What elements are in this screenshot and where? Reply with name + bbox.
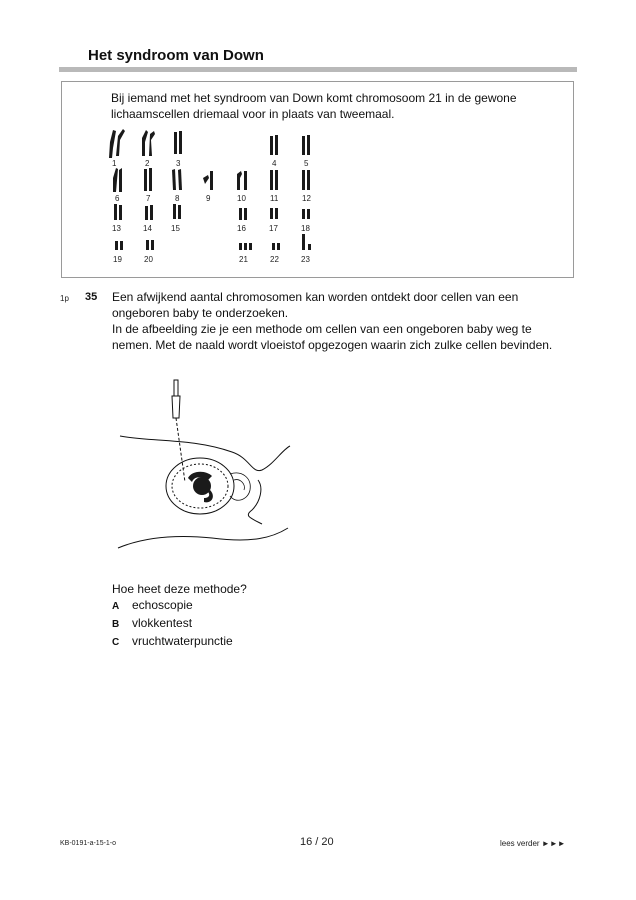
karyo-label-18: 18 [301, 224, 310, 233]
chromosome-pair-14 [145, 205, 153, 220]
option-a[interactable] [112, 597, 233, 615]
question-prompt: Hoe heet deze methode? [112, 582, 247, 596]
chromosome-pair-17 [270, 208, 278, 219]
option-b-text: vlokkentest [132, 616, 193, 630]
karyo-label-4: 4 [272, 159, 277, 168]
option-b[interactable] [112, 615, 233, 633]
title-underline [59, 67, 577, 72]
karyo-label-22: 22 [270, 255, 279, 264]
option-b-letter: B [112, 619, 120, 630]
chromosome-pair-7 [144, 168, 152, 191]
karyo-label-2: 2 [145, 159, 150, 168]
section-title: Het syndroom van Down [88, 47, 264, 64]
footer-exam-code: KB-0191-a-15-1-o [60, 840, 117, 847]
chromosome-pair-6 [113, 168, 122, 192]
karyo-label-11: 11 [270, 194, 279, 203]
karyo-label-19: 19 [113, 255, 122, 264]
karyo-label-5: 5 [304, 159, 309, 168]
abdomen-outline [120, 436, 290, 471]
karyo-label-12: 12 [302, 194, 311, 203]
chromosome-pair-22 [272, 243, 280, 250]
karyo-label-20: 20 [144, 255, 153, 264]
back-outline [118, 528, 288, 548]
chromosome-pair-8 [172, 169, 182, 190]
karyo-label-15: 15 [171, 224, 180, 233]
question-points: 1p [60, 294, 69, 303]
chromosome-pair-18 [302, 209, 310, 219]
chromosome-pair-10 [237, 171, 247, 190]
info-box [61, 81, 574, 278]
chromosome-pair-23 [302, 234, 311, 250]
karyo-label-21: 21 [239, 255, 248, 264]
chromosome-pair-12 [302, 170, 310, 190]
syringe-barrel [172, 396, 180, 418]
karyo-label-23: 23 [301, 255, 310, 264]
question-paragraph-1: Een afwijkend aantal chromosomen kan worden ontdekt door cellen van een ongeboren baby te onderzoeken. [112, 290, 519, 320]
syringe-plunger [174, 380, 178, 396]
question-text [112, 289, 557, 353]
karyo-label-6: 6 [115, 194, 120, 203]
karyo-label-7: 7 [146, 194, 151, 203]
option-c[interactable] [112, 633, 233, 651]
chromosome-pair-4 [270, 135, 278, 155]
chromosome-pair-1 [109, 129, 125, 158]
pelvis [230, 473, 250, 500]
chromosome-pair-2 [142, 130, 155, 156]
chromosome-21-trisomy [239, 243, 252, 250]
karyo-label-16: 16 [237, 224, 246, 233]
chromosome-pair-11 [270, 170, 278, 190]
karyo-label-3: 3 [176, 159, 181, 168]
chromosome-pair-16 [239, 208, 247, 220]
chromosome-pair-19 [115, 241, 123, 250]
info-text: Bij iemand met het syndroom van Down komt chromosoom 21 in de gewone lichaamscellen driemaal voor in plaats van tweemaal. [111, 91, 517, 121]
chromosome-pair-13 [114, 204, 122, 220]
chromosome-pair-9 [203, 171, 213, 190]
karyo-label-10: 10 [237, 194, 246, 203]
chromosome-pair-15 [173, 204, 181, 219]
karyo-label-9: 9 [206, 194, 211, 203]
option-c-letter: C [112, 637, 120, 648]
karyo-label-8: 8 [175, 194, 180, 203]
chromosome-pair-3 [174, 131, 182, 154]
option-a-text: echoscopie [132, 598, 193, 612]
question-paragraph-2: In de afbeelding zie je een methode om cellen van een ongeboren baby weg te nemen. Met de naald wordt vloeistof opgezogen waarin zich zulke cellen bevinden. [112, 322, 553, 352]
amniocentesis-illustration [112, 378, 292, 568]
karyotype-figure [100, 128, 400, 274]
karyo-label-17: 17 [269, 224, 278, 233]
chromosome-pair-5 [302, 135, 310, 155]
option-c-text: vruchtwaterpunctie [132, 634, 233, 648]
chromosome-pair-20 [146, 240, 154, 250]
fetus [188, 472, 213, 503]
answer-options [112, 597, 233, 651]
footer-page-number: 16 / 20 [300, 836, 334, 848]
karyo-label-1: 1 [112, 159, 117, 168]
option-a-letter: A [112, 601, 120, 612]
karyo-label-14: 14 [143, 224, 152, 233]
footer-continue: lees verder ►►► [500, 839, 566, 848]
question-number: 35 [85, 291, 98, 303]
karyo-label-13: 13 [112, 224, 121, 233]
